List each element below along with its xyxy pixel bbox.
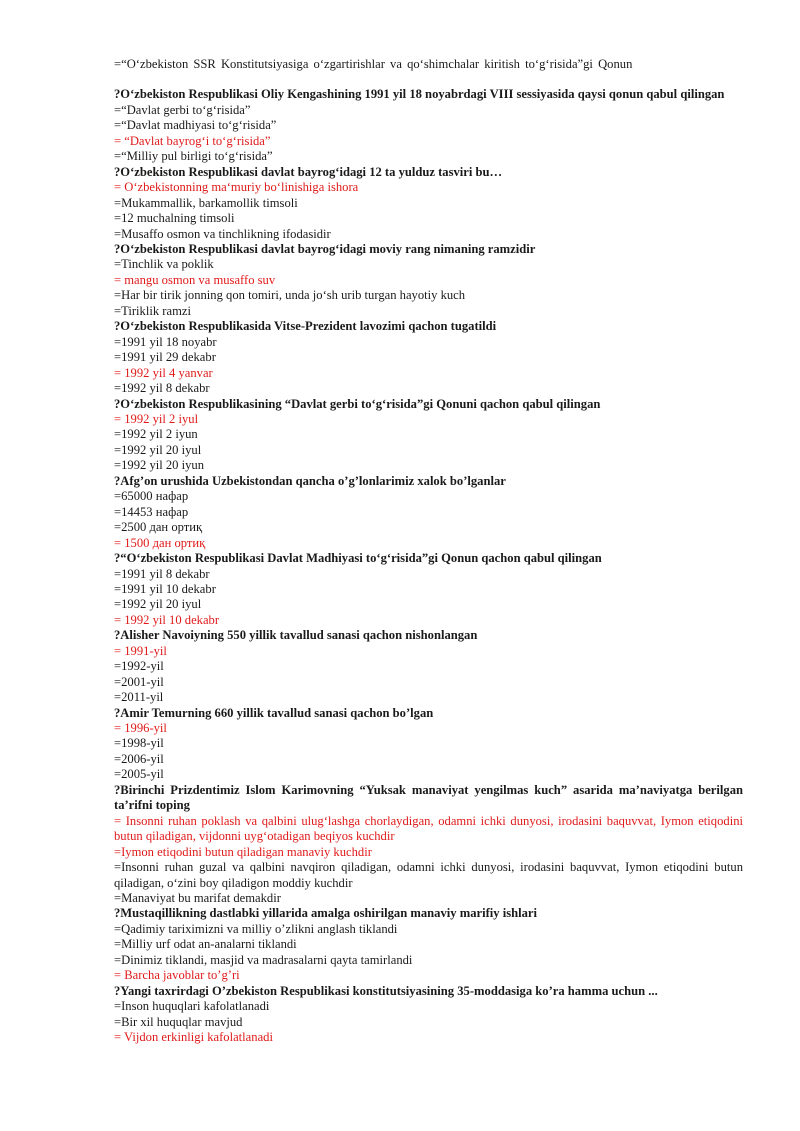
- answer-option: =14453 нафар: [114, 504, 189, 519]
- answer-option: =2001-yil: [114, 674, 164, 689]
- question-text: ?Yangi taxrirdagi O’zbekiston Respublikasi konstitutsiyasining 35-moddasiga ko’ra hamma uchun ...: [114, 983, 658, 998]
- answer-option: =“Milliy pul birligi to‘g‘risida”: [114, 149, 273, 164]
- answer-option: =1998-yil: [114, 736, 164, 751]
- answer-option: =1991 yil 10 dekabr: [114, 581, 216, 596]
- document-top-line: =“O‘zbekiston SSR Konstitutsiyasiga o‘zgartirishlar va qo‘shimchalar kiritish to‘g‘risida”gi Qonun: [114, 57, 633, 71]
- question-text: ?Afg’on urushida Uzbekistondan qancha o’g’lonlarimiz xalok bo’lganlar: [114, 473, 506, 488]
- answer-option: =1992 yil 2 iyun: [114, 427, 198, 442]
- question-text: ?O‘zbekiston Respublikasi Oliy Kengashining 1991 yil 18 noyabrdagi VIII sessiyasida qaysi qonun qabul qilingan: [114, 87, 725, 102]
- correct-answer-option: =Iymon etiqodini butun qiladigan manaviy kuchdir: [114, 844, 372, 859]
- question-text: ?O‘zbekiston Respublikasining “Davlat gerbi to‘g‘risida”gi Qonuni qachon qabul qilingan: [114, 396, 601, 411]
- answer-option: =1991 yil 18 noyabr: [114, 334, 217, 349]
- correct-answer-option: = 1992 yil 4 yanvar: [114, 365, 213, 380]
- answer-option: =2011-yil: [114, 690, 164, 705]
- answer-option: =2005-yil: [114, 767, 164, 782]
- answer-option: =Har bir tirik jonning qon tomiri, unda jo‘sh urib turgan hayotiy kuch: [114, 288, 466, 303]
- correct-answer-option: = 1500 дан ортиқ: [114, 535, 206, 550]
- answer-option: =Tiriklik ramzi: [114, 303, 191, 318]
- question-text: ?Birinchi Prizdentimiz Islom Karimovning “Yuksak manaviyat yengilmas kuch” asarida ma’naviyatga berilgan ta’rifni toping: [114, 782, 743, 813]
- correct-answer-option: = 1992 yil 2 iyul: [114, 411, 199, 426]
- answer-option: =1992-yil: [114, 659, 164, 674]
- question-text: ?O‘zbekiston Respublikasi davlat bayrog‘idagi moviy rang nimaning ramzidir: [114, 241, 536, 256]
- answer-option: =Bir xil huquqlar mavjud: [114, 1014, 243, 1029]
- question-text: ?O‘zbekiston Respublikasi davlat bayrog‘idagi 12 ta yulduz tasviri bu…: [114, 164, 503, 179]
- answer-option: =Mukammallik, barkamollik timsoli: [114, 195, 298, 210]
- answer-option: =2006-yil: [114, 751, 164, 766]
- question-text: ?Alisher Navoiyning 550 yillik tavallud sanasi qachon nishonlangan: [114, 628, 478, 643]
- answer-option: =Dinimiz tiklandi, masjid va madrasalarni qayta tamirlandi: [114, 952, 413, 967]
- correct-answer-option: = Insonni ruhan poklash va qalbini ulug‘lashga chorlaydigan, odamni ichki dunyosi, irodasini baquvvat, Iymon etiqodini butun qiladigan, vijdonni uyg‘otadigan beqiyos kuchdir: [114, 813, 747, 844]
- question-text: ?Amir Temurning 660 yillik tavallud sanasi qachon bo’lgan: [114, 705, 434, 720]
- correct-answer-option: = mangu osmon va musaffo suv: [114, 272, 276, 287]
- correct-answer-option: = Barcha javoblar to’g’ri: [114, 968, 240, 983]
- answer-option: =“Davlat gerbi to‘g‘risida”: [114, 102, 251, 117]
- answer-option: =2500 дан ортиқ: [114, 520, 203, 535]
- answer-option: =1992 yil 20 iyul: [114, 442, 202, 457]
- question-text: ?Mustaqillikning dastlabki yillarida amalga oshirilgan manaviy marifiy ishlari: [114, 906, 538, 921]
- answer-option: =12 muchalning timsoli: [114, 211, 235, 226]
- answer-option: =1991 yil 8 dekabr: [114, 566, 210, 581]
- answer-option: =65000 нафар: [114, 489, 189, 504]
- question-list: [114, 87, 747, 1045]
- answer-option: =1992 yil 8 dekabr: [114, 381, 210, 396]
- correct-answer-option: = 1992 yil 10 dekabr: [114, 612, 220, 627]
- answer-option: =Inson huquqlari kafolatlanadi: [114, 999, 270, 1014]
- correct-answer-option: = O‘zbekistonning ma‘muriy bo‘linishiga ishora: [114, 180, 359, 195]
- answer-option: =Qadimiy tariximizni va milliy o’zlikni anglash tiklandi: [114, 921, 398, 936]
- correct-answer-option: = “Davlat bayrog‘i to‘g‘risida”: [114, 133, 271, 148]
- answer-option: =Musaffo osmon va tinchlikning ifodasidir: [114, 226, 331, 241]
- answer-option: =Milliy urf odat an-analarni tiklandi: [114, 937, 297, 952]
- answer-option: =Insonni ruhan guzal va qalbini navqiron qiladigan, odamni ichki dunyosi, irodasini baquvvat, Iymon etiqodini butun qiladigan, o‘zini boy qiladigon moddiy kuchdir: [114, 860, 747, 890]
- answer-option: =1992 yil 20 iyun: [114, 458, 205, 473]
- correct-answer-option: = 1991-yil: [114, 643, 167, 658]
- answer-option: =Tinchlik va poklik: [114, 257, 214, 272]
- question-text: ?O‘zbekiston Respublikasida Vitse-Prezident lavozimi qachon tugatildi: [114, 319, 497, 334]
- answer-option: =“Davlat madhiyasi to‘g‘risida”: [114, 118, 277, 133]
- answer-option: =1991 yil 29 dekabr: [114, 350, 216, 365]
- answer-option: =1992 yil 20 iyul: [114, 597, 202, 612]
- answer-option: =Manaviyat bu marifat demakdir: [114, 891, 281, 906]
- correct-answer-option: = 1996-yil: [114, 721, 167, 736]
- correct-answer-option: = Vijdon erkinligi kafolatlanadi: [114, 1030, 273, 1045]
- question-text: ?“O‘zbekiston Respublikasi Davlat Madhiyasi to‘g‘risida”gi Qonun qachon qabul qilingan: [114, 551, 602, 566]
